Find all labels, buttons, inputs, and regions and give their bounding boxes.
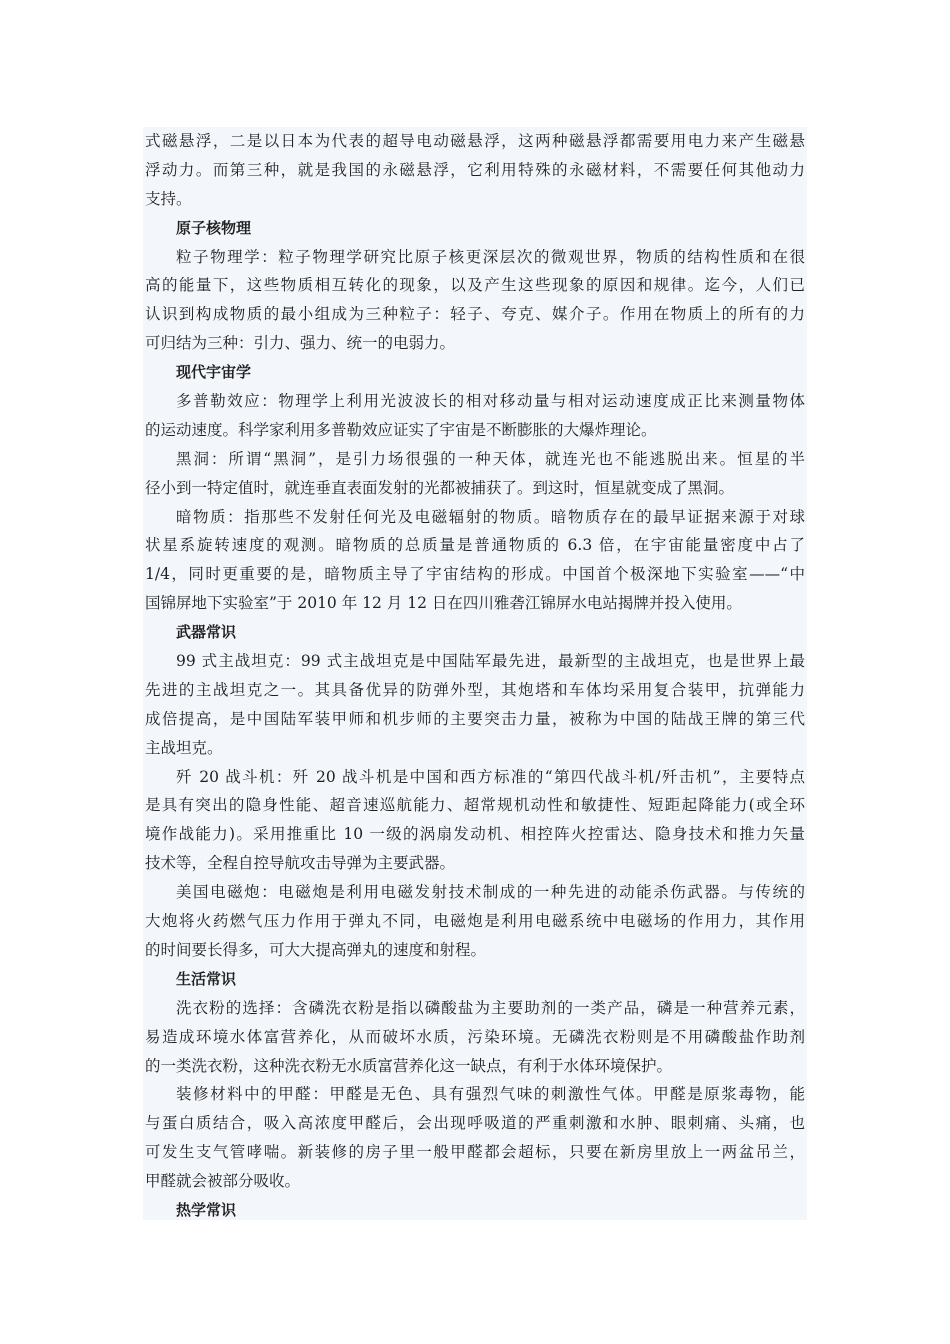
paragraph-start: 99 式主战坦克：99 式主战坦克是中国陆军最先进，最新型的主战坦克，也是世界上最 (176, 652, 805, 671)
document-page (143, 127, 807, 1220)
body-line: 浮动力。而第三种，就是我国的永磁悬浮，它利用特殊的永磁材料，不需要任何其他动力 (145, 160, 805, 179)
body-line: 成倍提高，是中国陆军装甲师和机步师的主要突击力量，被称为中国的陆战王牌的第三代 (145, 709, 805, 728)
body-line: 先进的主战坦克之一。其具备优异的防弹外型，其炮塔和车体均采用复合装甲，抗弹能力 (145, 680, 805, 699)
body-line: 可归结为三种：引力、强力、统一的电弱力。 (145, 334, 456, 353)
body-line: 国锦屏地下实验室”于 2010 年 12 月 12 日在四川雅砻江锦屏水电站揭牌并投入使用。 (145, 594, 742, 613)
body-line: 主战坦克。 (145, 738, 223, 757)
section-heading: 热学常识 (176, 1200, 237, 1219)
paragraph-start: 粒子物理学：粒子物理学研究比原子核更深层次的微观世界，物质的结构性质和在很 (176, 247, 805, 266)
section-heading: 生活常识 (176, 969, 237, 988)
section-heading: 原子核物理 (176, 218, 252, 237)
body-line: 认识到构成物质的最小组成为三种粒子：轻子、夸克、媒介子。作用在物质上的所有的力 (145, 305, 805, 324)
paragraph-start: 暗物质：指那些不发射任何光及电磁辐射的物质。暗物质存在的最早证据来源于对球 (176, 507, 805, 526)
body-line: 可发生支气管哮喘。新装修的房子里一般甲醛都会超标，只要在新房里放上一两盆吊兰， (145, 1143, 805, 1162)
body-line: 支持。 (145, 189, 192, 208)
body-line: 1/4，同时更重要的是，暗物质主导了宇宙结构的形成。中国首个极深地下实验室——“中 (145, 565, 805, 584)
body-line: 与蛋白质结合，吸入高浓度甲醛后，会出现呼吸道的严重刺激和水肿、眼刺痛、头痛，也 (145, 1114, 805, 1133)
body-line: 高的能量下，这些物质相互转化的现象，以及产生这些现象的原因和规律。迄今，人们已 (145, 276, 805, 295)
body-line: 状星系旋转速度的观测。暗物质的总质量是普通物质的 6.3 倍，在宇宙能量密度中占了 (145, 536, 805, 555)
section-heading: 武器常识 (176, 623, 237, 642)
body-line: 境作战能力)。采用推重比 10 一级的涡扇发动机、相控阵火控雷达、隐身技术和推力矢量 (145, 825, 805, 844)
body-line: 是具有突出的隐身性能、超音速巡航能力、超常规机动性和敏捷性、短距起降能力(或全环 (145, 796, 805, 815)
body-line: 式磁悬浮，二是以日本为代表的超导电动磁悬浮，这两种磁悬浮都需要用电力来产生磁悬 (145, 132, 805, 150)
body-line: 的运动速度。科学家利用多普勒效应证实了宇宙是不断膨胀的大爆炸理论。 (145, 420, 657, 439)
body-line: 大炮将火药燃气压力作用于弹丸不同，电磁炮是利用电磁系统中电磁场的作用力，其作用 (145, 912, 805, 931)
paragraph-start: 多普勒效应：物理学上利用光波波长的相对移动量与相对运动速度成正比来测量物体 (176, 392, 805, 411)
body-line: 易造成环境水体富营养化，从而破坏水质，污染环境。无磷洗衣粉则是不用磷酸盐作助剂 (145, 1027, 805, 1046)
paragraph-start: 黑洞：所谓“黑洞”，是引力场很强的一种天体，就连光也不能逃脱出来。恒星的半 (176, 449, 805, 468)
paragraph-start: 歼 20 战斗机：歼 20 战斗机是中国和西方标准的“第四代战斗机/歼击机”，主要特点 (176, 767, 805, 786)
section-heading: 现代宇宙学 (176, 363, 252, 382)
body-line: 径小到一特定值时，就连垂直表面发射的光都被捕获了。到这时，恒星就变成了黑洞。 (145, 478, 735, 497)
body-line: 甲醛就会被部分吸收。 (145, 1172, 301, 1191)
body-line: 技术等，全程自控导航攻击导弹为主要武器。 (145, 854, 456, 873)
body-line: 的一类洗衣粉，这种洗衣粉无水质富营养化这一缺点，有利于水体环境保护。 (145, 1056, 673, 1075)
body-line: 的时间要长得多，可大大提高弹丸的速度和射程。 (145, 940, 487, 959)
paragraph-start: 装修材料中的甲醛：甲醛是无色、具有强烈气味的刺激性气体。甲醛是原浆毒物，能 (176, 1085, 805, 1104)
paragraph-start: 美国电磁炮：电磁炮是利用电磁发射技术制成的一种先进的动能杀伤武器。与传统的 (176, 883, 805, 902)
paragraph-start: 洗衣粉的选择：含磷洗衣粉是指以磷酸盐为主要助剂的一类产品，磷是一种营养元素， (176, 998, 805, 1017)
